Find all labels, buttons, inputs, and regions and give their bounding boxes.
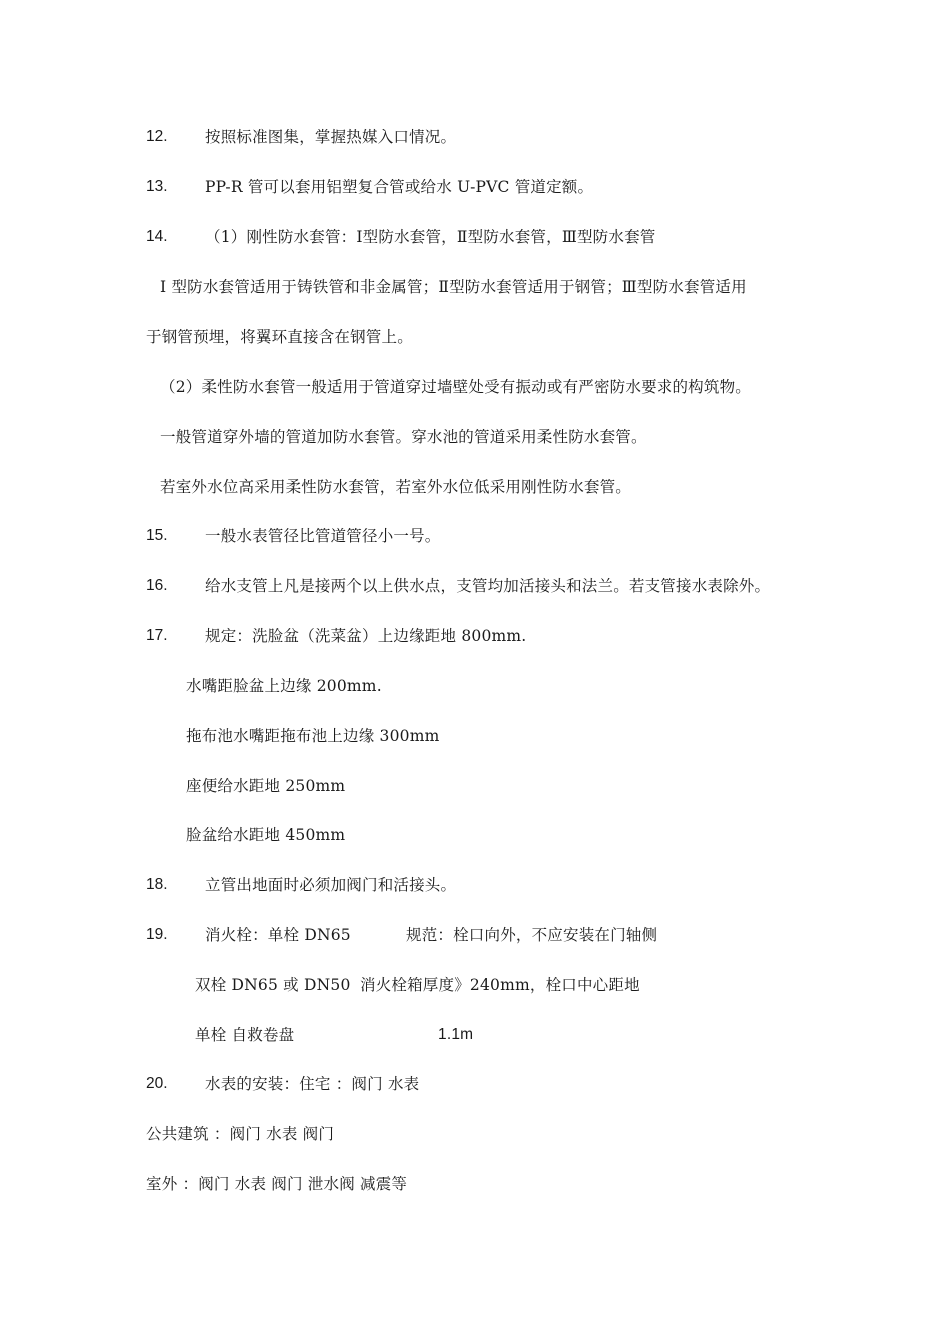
item-number-14: 14. (146, 228, 168, 245)
item-number-20: 20. (146, 1075, 168, 1092)
item-text-14: （1）刚性防水套管：Ⅰ型防水套管，Ⅱ型防水套管，Ⅲ型防水套管 (205, 228, 656, 246)
item14-line-4: （2）柔性防水套管一般适用于管道穿过墙壁处受有振动或有严密防水要求的构筑物。 (160, 378, 751, 396)
item20-outdoor: 室外 ：阀门 水表 阀门 泄水阀 减震等 (146, 1175, 408, 1193)
item14-line-6: 若室外水位高采用柔性防水套管，若室外水位低采用刚性防水套管。 (160, 478, 632, 496)
item-number-13: 13. (146, 178, 168, 195)
item14-line-5: 一般管道穿外墙的管道加防水套管。穿水池的管道采用柔性防水套管。 (160, 428, 647, 446)
item-text-16: 给水支管上凡是接两个以上供水点，支管均加活接头和法兰。若支管接水表除外。 (205, 577, 771, 595)
item17-sub-1: 水嘴距脸盆上边缘 200mm. (186, 677, 382, 695)
item-text-19: 消火栓：单栓 DN65 (205, 926, 351, 944)
item14-line-3: 于钢管预埋，将翼环直接含在钢管上。 (146, 328, 413, 346)
item19-double-hydrant: 双栓 DN65 或 DN50 (195, 976, 351, 994)
item19-box-thickness: 消火栓箱厚度》240mm，栓口中心距地 (360, 976, 640, 994)
item17-sub-3: 座便给水距地 250mm (186, 777, 346, 795)
item19-single-reel: 单栓 自救卷盘 (195, 1026, 295, 1044)
item19-norm: 规范：栓口向外，不应安装在门轴侧 (406, 926, 658, 944)
item19-height: 1.1m (438, 1026, 474, 1043)
item-text-12: 按照标准图集，掌握热媒入口情况。 (205, 128, 457, 146)
item-text-13: PP-R 管可以套用铝塑复合管或给水 U-PVC 管道定额。 (205, 178, 594, 196)
item20-public-building: 公共建筑 ：阀门 水表 阀门 (146, 1125, 335, 1143)
item-text-18: 立管出地面时必须加阀门和活接头。 (205, 876, 457, 894)
item-number-15: 15. (146, 527, 168, 544)
item14-line-2: Ⅰ 型防水套管适用于铸铁管和非金属管；Ⅱ型防水套管适用于钢管；Ⅲ型防水套管适用 (160, 278, 747, 296)
item-number-17: 17. (146, 627, 168, 644)
item-text-17: 规定：洗脸盆（洗菜盆）上边缘距地 800mm. (205, 627, 527, 645)
item-number-16: 16. (146, 577, 168, 594)
item-number-12: 12. (146, 128, 168, 145)
item-text-20: 水表的安装：住宅 ：阀门 水表 (205, 1075, 420, 1093)
item17-sub-2: 拖布池水嘴距拖布池上边缘 300mm (186, 727, 440, 745)
item-number-19: 19. (146, 926, 168, 943)
item-text-15: 一般水表管径比管道管径小一号。 (205, 527, 441, 545)
item17-sub-4: 脸盆给水距地 450mm (186, 826, 346, 844)
item-number-18: 18. (146, 876, 168, 893)
